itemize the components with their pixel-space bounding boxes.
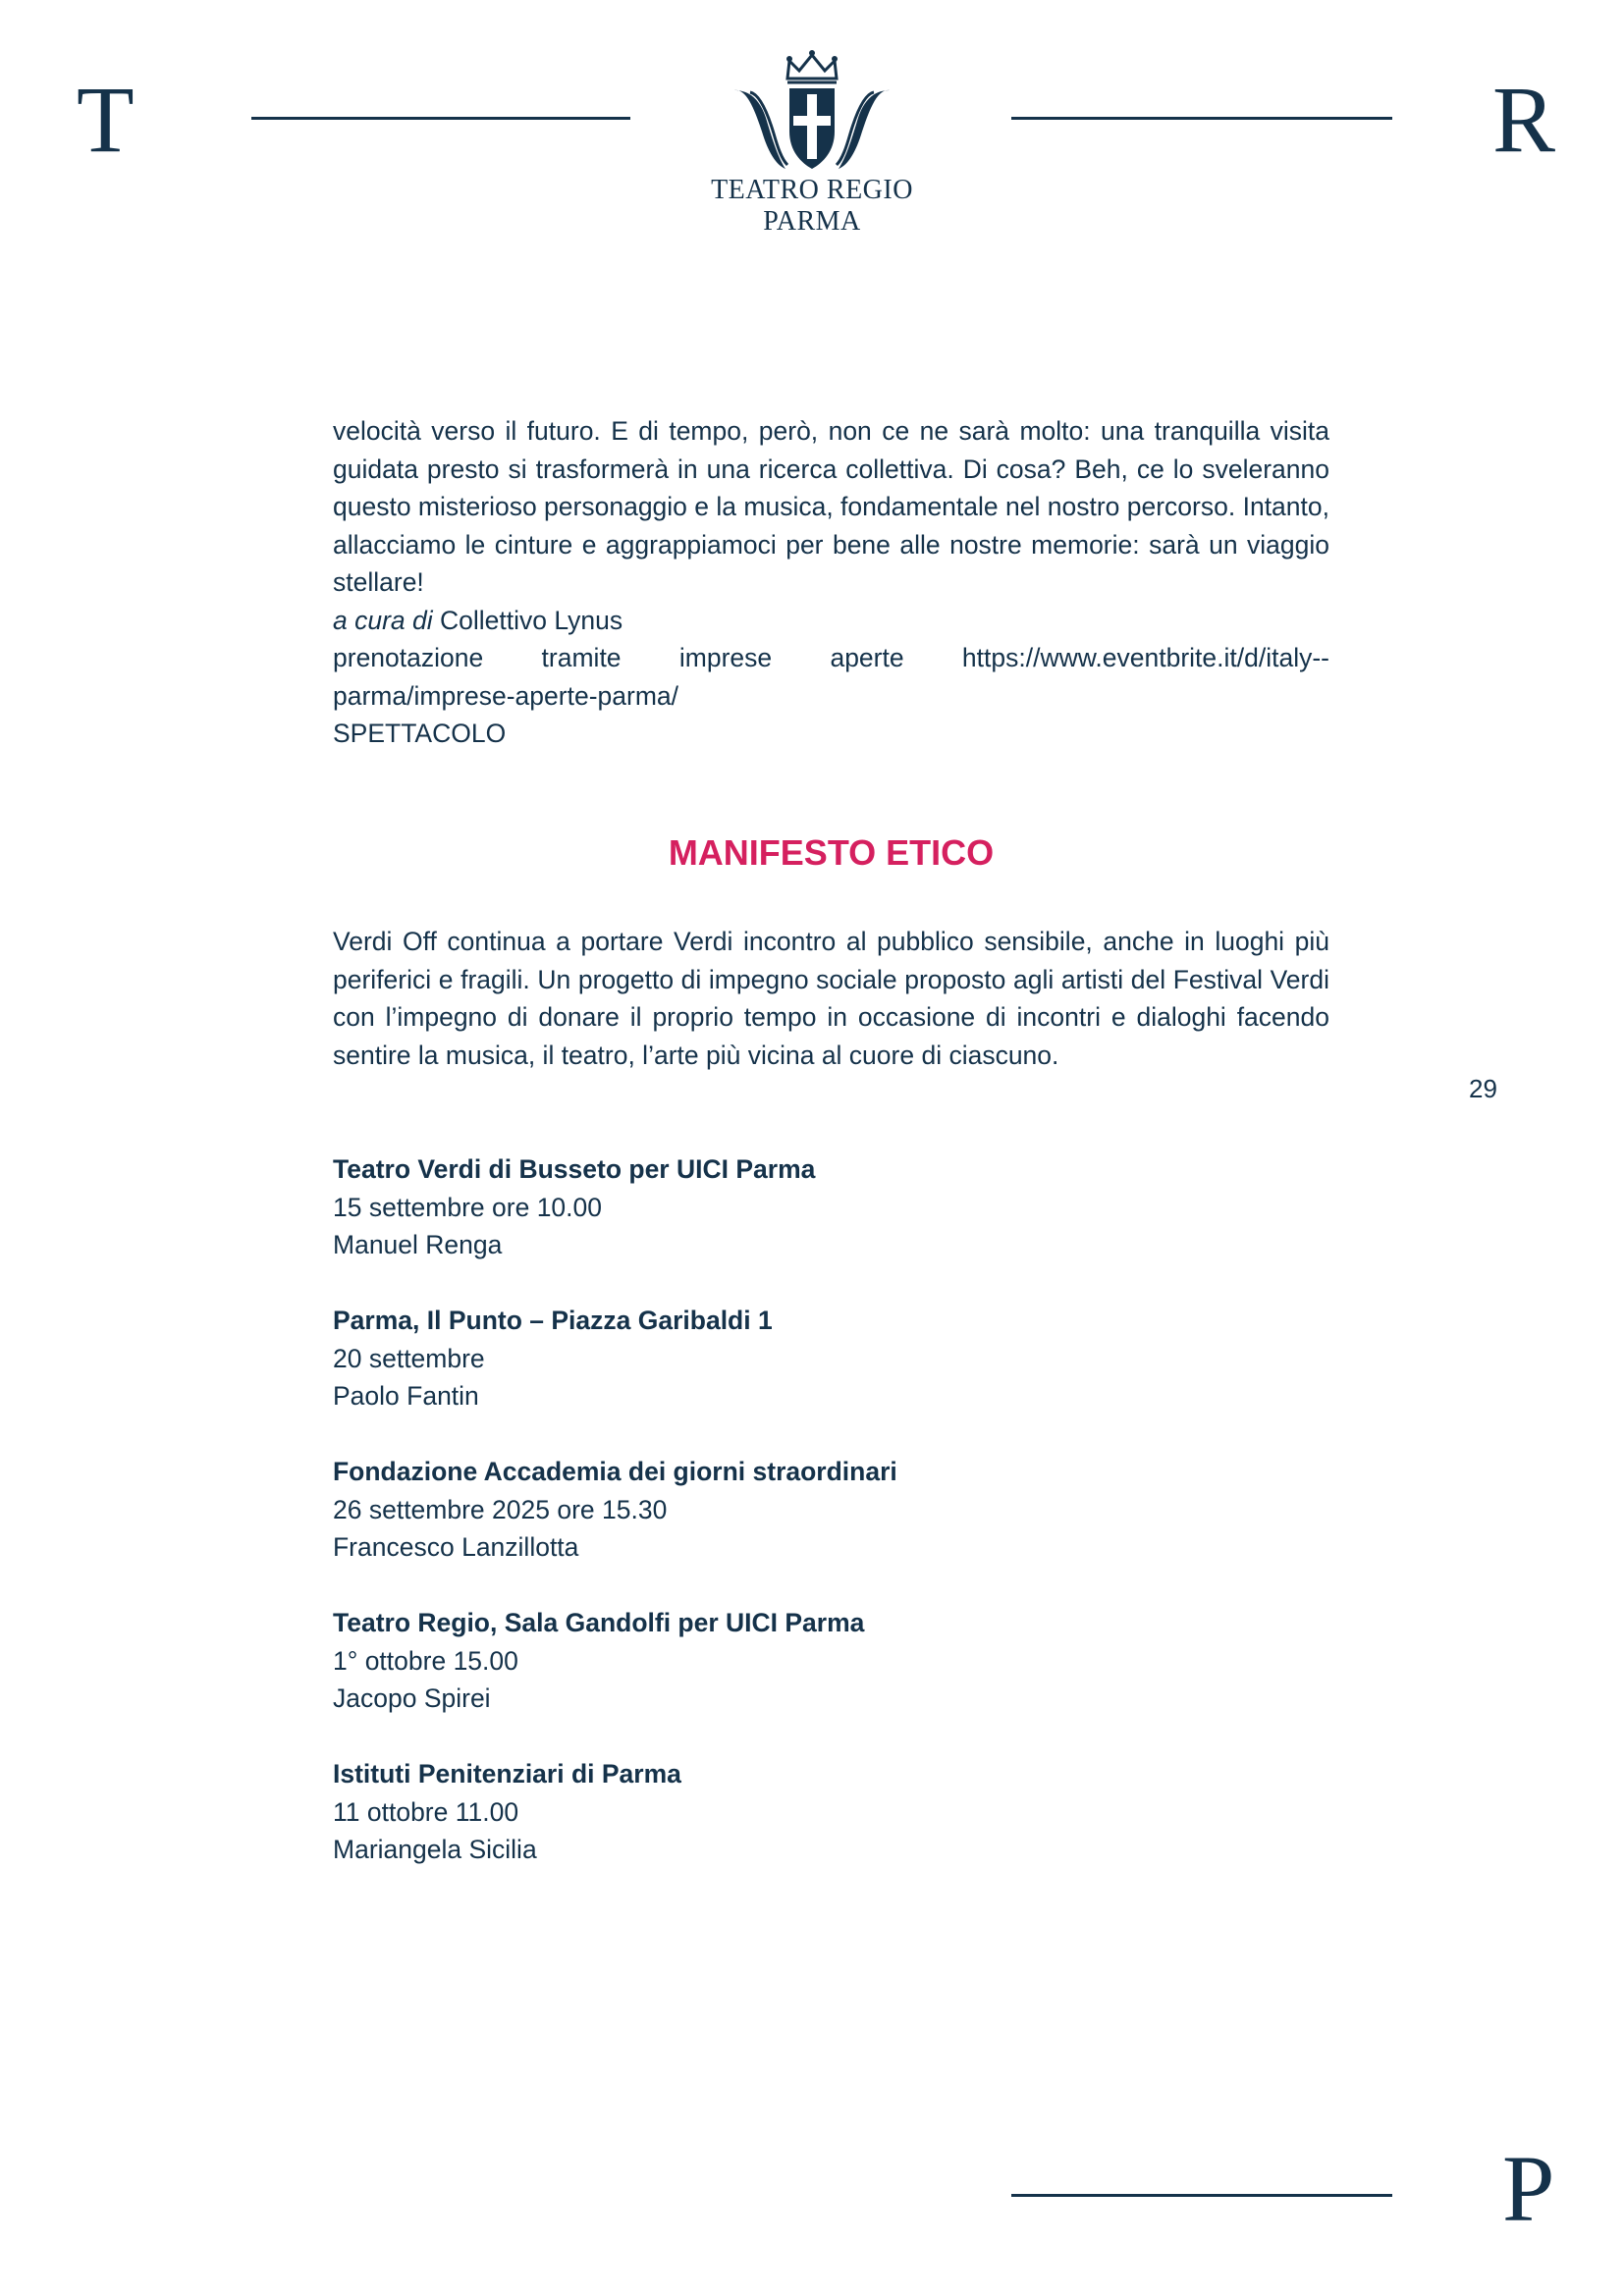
event-date: 20 settembre [333, 1343, 485, 1373]
header-rule-right [1011, 117, 1392, 120]
event-item [333, 1604, 1329, 1718]
event-artist: Francesco Lanzillotta [333, 1532, 579, 1562]
event-date: 11 ottobre 11.00 [333, 1796, 519, 1827]
event-item [333, 1150, 1329, 1264]
logo-text-line2: PARMA [763, 206, 861, 237]
event-venue: Teatro Regio, Sala Gandolfi per UICI Parma [333, 1608, 865, 1637]
event-date: 15 settembre ore 10.00 [333, 1192, 603, 1222]
curator-name: Collettivo Lynus [440, 605, 623, 635]
booking-line-2: parma/imprese-aperte-parma/ [333, 680, 678, 711]
intro-block [333, 412, 1329, 753]
section-title: MANIFESTO ETICO [668, 832, 995, 873]
header-rule-left [251, 117, 630, 120]
event-item [333, 1302, 1329, 1415]
corner-letter-r: R [1492, 67, 1556, 172]
event-venue: Istituti Penitenziari di Parma [333, 1759, 681, 1789]
teatro-regio-logo [687, 49, 937, 238]
event-artist: Jacopo Spirei [333, 1683, 491, 1713]
intro-paragraph: velocità verso il futuro. E di tempo, però, non ce ne sarà molto: una tranquilla visita guidata presto si trasformerà in una ricerca collettiva. Di cosa? Beh, ce lo sveleranno questo misterioso personaggio e la musica, fondamentale nel nostro percorso. Intanto, allacciamo le cinture e aggrappiamoci per bene alle nostre memorie: sarà un viaggio stellare! [333, 416, 1329, 597]
events-list [333, 1150, 1329, 1906]
event-item [333, 1755, 1329, 1869]
event-venue: Parma, Il Punto – Piazza Garibaldi 1 [333, 1306, 773, 1335]
manifesto-block [333, 923, 1329, 1074]
event-venue: Fondazione Accademia dei giorni straordinari [333, 1457, 897, 1486]
event-venue: Teatro Verdi di Busseto per UICI Parma [333, 1154, 816, 1184]
logo-text-line1: TEATRO REGIO [711, 175, 913, 205]
footer-rule-right [1011, 2194, 1392, 2197]
curator-line [333, 602, 1329, 640]
corner-letter-t: T [77, 67, 135, 172]
event-date: 1° ottobre 15.00 [333, 1645, 518, 1676]
event-date: 26 settembre 2025 ore 15.30 [333, 1494, 668, 1524]
event-item [333, 1453, 1329, 1567]
manifesto-paragraph: Verdi Off continua a portare Verdi incontro al pubblico sensibile, anche in luoghi più periferici e fragili. Un progetto di impegno sociale proposto agli artisti del Festival Verdi con l’impegno di donare il proprio tempo in occasione di incontri e dialoghi facendo sentire la musica, il teatro, l’arte più vicina al cuore di ciascuno. [333, 927, 1329, 1070]
page-number: 29 [1469, 1074, 1497, 1103]
event-artist: Manuel Renga [333, 1230, 503, 1259]
crowned-cross-emblem-icon [729, 49, 895, 175]
curator-prefix: a cura di [333, 605, 433, 635]
event-artist: Paolo Fantin [333, 1381, 479, 1411]
event-artist: Mariangela Sicilia [333, 1835, 537, 1864]
category-label: SPETTACOLO [333, 719, 507, 748]
corner-letter-p: P [1502, 2136, 1555, 2241]
booking-line-1: prenotazione tramite imprese aperte https://www.eventbrite.it/d/italy-- [333, 643, 1329, 672]
